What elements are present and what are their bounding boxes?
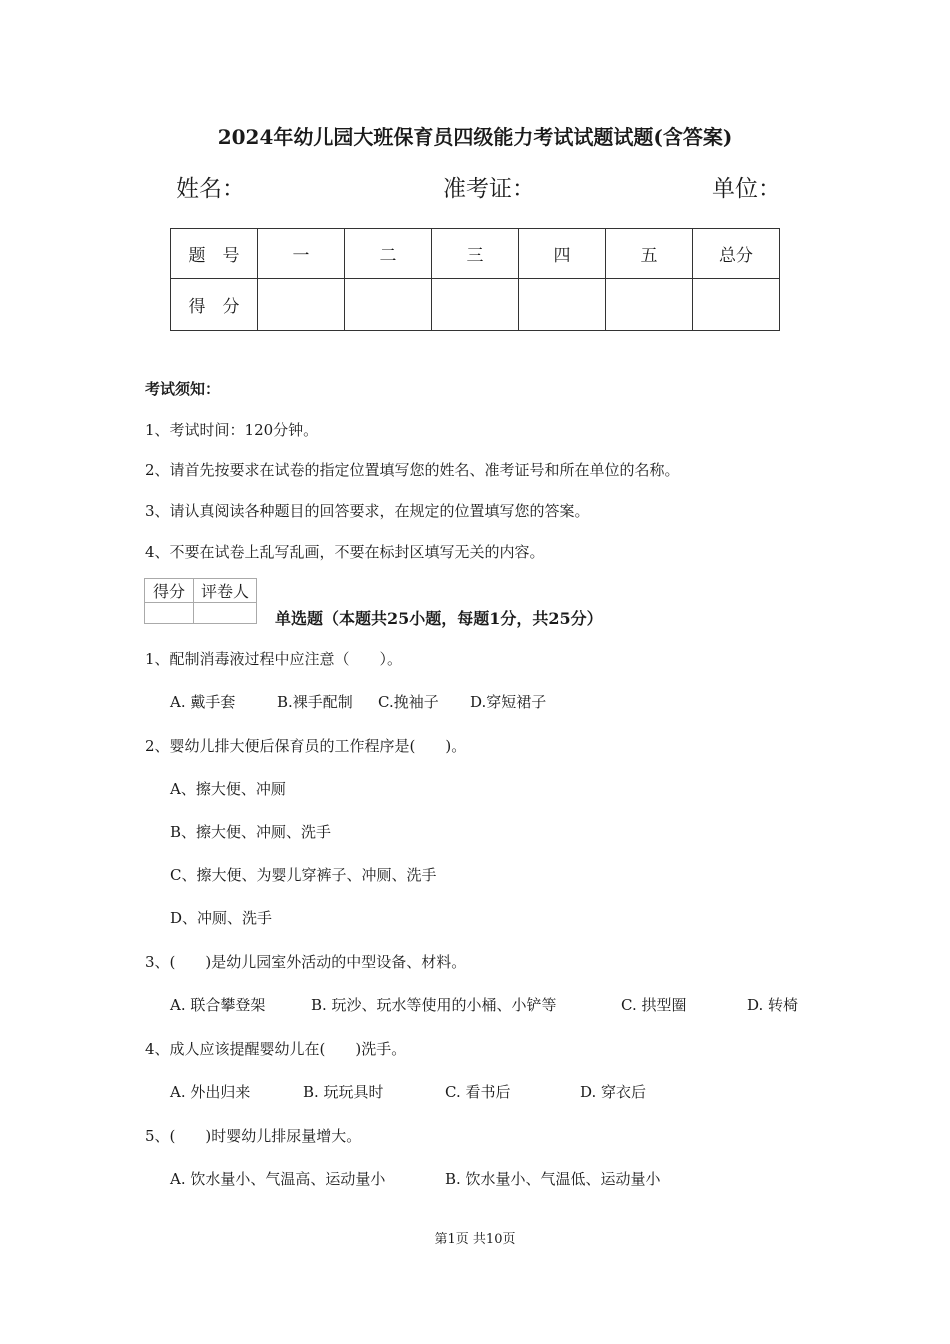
option-item: C、擦大便、为婴儿穿裤子、冲厕、洗手 <box>170 866 437 884</box>
option-item: B、擦大便、冲厕、洗手 <box>170 823 332 841</box>
notice-item: 1、考试时间：120分钟。 <box>145 421 319 439</box>
grader-box <box>144 578 257 624</box>
score-header-cell: 五 <box>606 229 693 279</box>
option-item: A. 联合攀登架 <box>170 996 266 1014</box>
score-table-score-row <box>171 279 780 331</box>
option-item: C. 拱型圈 <box>621 996 687 1014</box>
page-footer: 第1页 共10页 <box>434 1232 516 1247</box>
score-table-header-row <box>171 229 780 279</box>
option-item: D. 转椅 <box>747 996 799 1014</box>
option-item: D. 穿衣后 <box>580 1083 647 1101</box>
score-cell[interactable] <box>693 279 780 331</box>
notice-heading: 考试须知： <box>145 380 221 398</box>
page-title: 2024年幼儿园大班保育员四级能力考试试题试题(含答案) <box>217 125 733 149</box>
option-item: D.穿短裙子 <box>470 693 547 711</box>
score-row-label: 得 分 <box>171 279 258 331</box>
score-header-cell: 四 <box>519 229 606 279</box>
score-header-cell: 二 <box>345 229 432 279</box>
grader-name-label: 评卷人 <box>194 579 257 603</box>
score-cell[interactable] <box>519 279 606 331</box>
option-item: A. 外出归来 <box>170 1083 251 1101</box>
score-header-cell: 一 <box>258 229 345 279</box>
option-item: D、冲厕、洗手 <box>170 909 273 927</box>
name-field-label: 姓名： <box>176 176 245 202</box>
option-item: A、擦大便、冲厕 <box>170 780 286 798</box>
question-4: 4、成人应该提醒婴幼儿在( )洗手。 <box>145 1040 407 1058</box>
option-item: B. 饮水量小、气温低、运动量小 <box>445 1170 661 1188</box>
question-1: 1、配制消毒液过程中应注意（ ）。 <box>145 650 403 668</box>
unit-field-label: 单位： <box>712 176 781 202</box>
option-item: B. 玩玩具时 <box>303 1083 384 1101</box>
notice-item: 2、请首先按要求在试卷的指定位置填写您的姓名、准考证号和所在单位的名称。 <box>145 461 680 479</box>
question-2: 2、婴幼儿排大便后保育员的工作程序是( )。 <box>145 737 467 755</box>
score-cell[interactable] <box>432 279 519 331</box>
notice-item: 4、不要在试卷上乱写乱画，不要在标封区填写无关的内容。 <box>145 543 545 561</box>
grader-score-cell[interactable] <box>145 603 194 624</box>
score-cell[interactable] <box>606 279 693 331</box>
score-header-cell: 总分 <box>693 229 780 279</box>
option-item: A. 戴手套 <box>170 693 236 711</box>
score-header-cell: 题 号 <box>171 229 258 279</box>
grader-name-cell[interactable] <box>194 603 257 624</box>
question-3: 3、( )是幼儿园室外活动的中型设备、材料。 <box>145 953 467 971</box>
score-table <box>170 228 780 331</box>
notice-item: 3、请认真阅读各种题目的回答要求，在规定的位置填写您的答案。 <box>145 502 590 520</box>
score-cell[interactable] <box>258 279 345 331</box>
option-item: B. 玩沙、玩水等使用的小桶、小铲等 <box>311 996 557 1014</box>
option-item: C.挽袖子 <box>378 693 439 711</box>
option-item: B.裸手配制 <box>277 693 353 711</box>
score-cell[interactable] <box>345 279 432 331</box>
exam-id-field-label: 准考证： <box>443 176 535 202</box>
grader-score-label: 得分 <box>145 579 194 603</box>
option-item: C. 看书后 <box>445 1083 511 1101</box>
score-header-cell: 三 <box>432 229 519 279</box>
option-item: A. 饮水量小、气温高、运动量小 <box>170 1170 386 1188</box>
question-5: 5、( )时婴幼儿排尿量增大。 <box>145 1127 362 1145</box>
section-title: 单选题（本题共25小题，每题1分，共25分） <box>275 609 603 628</box>
